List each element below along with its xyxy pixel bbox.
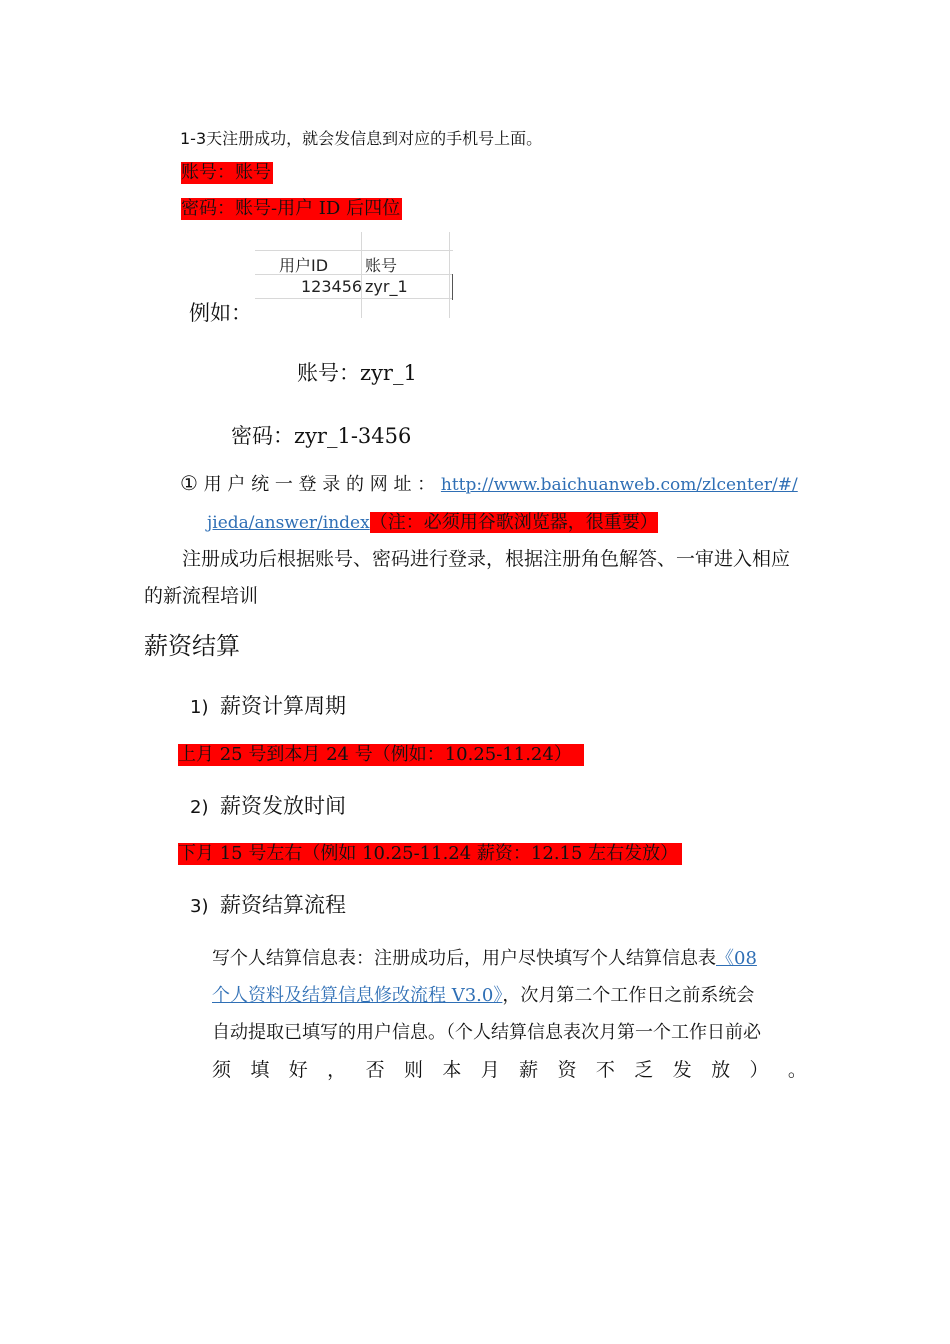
item-3-label: 薪资结算流程 <box>220 893 346 917</box>
item-3-number: 3) <box>190 896 209 917</box>
process-char: 好 <box>288 1059 308 1081</box>
example-password: 密码：zyr_1-3456 <box>231 424 412 448</box>
item-2-number: 2) <box>190 797 209 818</box>
process-line-4 <box>212 1055 807 1082</box>
item-1-label: 薪资计算周期 <box>220 694 346 718</box>
login-label: 用 户 统 一 登 录 的 网 址 ： <box>203 474 436 495</box>
process-char: 则 <box>403 1059 423 1081</box>
item-1-highlight: 上月 25 号到本月 24 号（例如：10.25-11.24） <box>178 744 584 766</box>
process-line-2-text: ，次月第二个工作日之前系统会 <box>502 985 755 1006</box>
password-rule: 密码：账号-用户 ID 后四位 <box>181 198 401 219</box>
process-char: 。 <box>787 1059 807 1081</box>
process-char: ， <box>327 1059 347 1081</box>
intro-line <box>180 126 542 149</box>
process-char: 发 <box>672 1059 692 1081</box>
item-2-title <box>190 790 346 820</box>
process-char: 填 <box>250 1059 270 1081</box>
browser-note: （注：必须用谷歌浏览器，很重要） <box>369 512 658 533</box>
item-1-title <box>190 690 346 720</box>
item-3-title <box>190 889 346 919</box>
process-char: 否 <box>365 1059 385 1081</box>
process-char: 薪 <box>519 1059 539 1081</box>
process-line-1-text: 写个人结算信息表：注册成功后，用户尽快填写个人结算信息表 <box>212 948 716 969</box>
login-url-link[interactable]: http://www.baichuanweb.com/zlcenter/#/ <box>440 475 798 495</box>
item-2-label: 薪资发放时间 <box>220 794 346 818</box>
item-1-number: 1) <box>190 697 209 718</box>
process-char: 月 <box>480 1059 500 1081</box>
spreadsheet-snippet <box>255 232 453 318</box>
process-char: 本 <box>442 1059 462 1081</box>
after-register-line-1: 注册成功后根据账号、密码进行登录，根据注册角色解答、一审进入相应 <box>182 548 791 570</box>
login-line <box>180 470 798 496</box>
intro-prefix: 1-3 <box>180 129 207 148</box>
example-label: 例如： <box>189 301 252 325</box>
example-account: 账号：zyr_1 <box>297 361 417 385</box>
circled-one-marker: ① <box>180 471 198 495</box>
after-register-line-2: 的新流程培训 <box>144 585 259 607</box>
process-doc-link-continued[interactable]: 个人资料及结算信息修改流程 V3.0》 <box>212 985 503 1006</box>
process-char: 乏 <box>634 1059 654 1081</box>
item-2-highlight: 下月 15 号左右（例如 10.25-11.24 薪资：12.15 左右发放） <box>178 843 682 865</box>
account-rule: 账号：账号 <box>181 162 271 183</box>
login-url-link-continued[interactable]: jieda/answer/index <box>207 513 370 533</box>
process-char: 不 <box>595 1059 615 1081</box>
cell-user-id: 123456 <box>301 277 363 296</box>
process-line-2 <box>212 981 754 1007</box>
header-user-id: 用户ID <box>279 256 329 275</box>
process-char: ） <box>749 1059 769 1081</box>
header-account: 账号 <box>365 256 398 275</box>
process-line-3: 自动提取已填写的用户信息。（个人结算信息表次月第一个工作日前必 <box>212 1022 761 1043</box>
intro-text: 天注册成功，就会发信息到对应的手机号上面。 <box>206 129 543 148</box>
cell-account: zyr_1 <box>365 277 408 296</box>
process-char: 须 <box>212 1059 232 1081</box>
process-char: 放 <box>711 1059 731 1081</box>
process-line-1 <box>212 944 757 970</box>
process-doc-link[interactable]: 《08 <box>716 948 757 969</box>
salary-heading: 薪资结算 <box>144 632 240 660</box>
process-char: 资 <box>557 1059 577 1081</box>
login-line-2 <box>207 508 658 534</box>
